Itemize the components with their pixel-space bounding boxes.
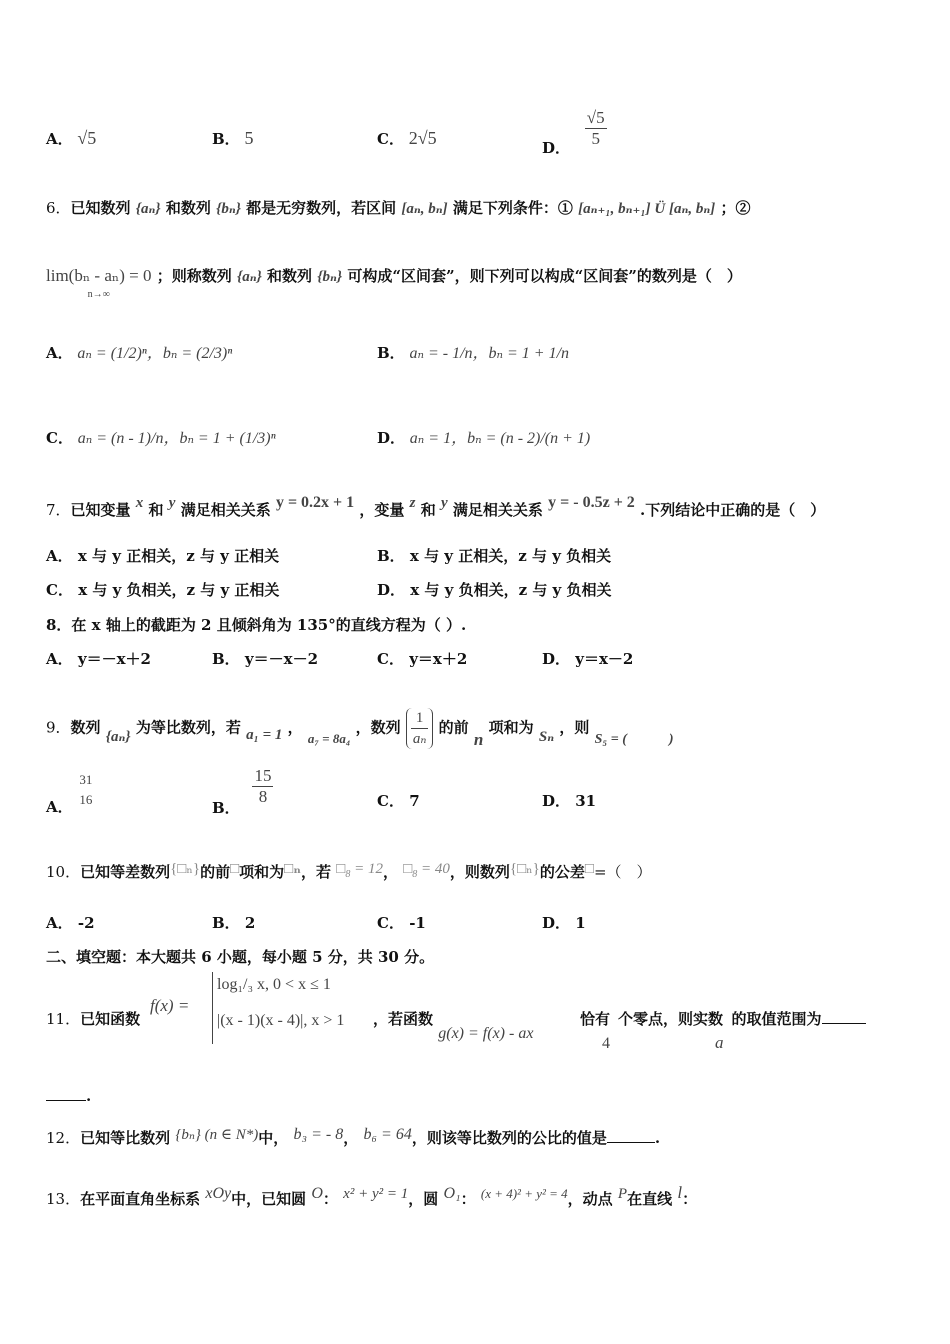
text: ：: [682, 1190, 698, 1208]
q9-option-a: [46, 770, 94, 816]
fraction: [77, 770, 94, 810]
option-value: x 与 y 正相关，z 与 y 负相关: [409, 547, 612, 565]
option-value: y＝x＋2: [409, 650, 468, 668]
option-label: B．: [377, 547, 405, 565]
math: a: [715, 1033, 724, 1052]
denominator: 8: [258, 787, 268, 806]
option-value: x 与 y 负相关，z 与 y 负相关: [410, 581, 612, 599]
q10-option-b: [212, 913, 255, 933]
option-value: 5: [244, 128, 254, 148]
text: ，则: [559, 718, 590, 737]
numerator: 15: [254, 766, 272, 785]
math: P: [617, 1186, 628, 1202]
math: lim(bₙ - aₙ) = 0: [46, 266, 152, 285]
question-number: 7．: [46, 501, 71, 519]
math: $□_8 = 40$: [403, 861, 450, 880]
text: ，圆: [408, 1190, 439, 1208]
option-label: B．: [212, 798, 240, 817]
math: log₁/₃ x, 0 < x ≤ 1: [217, 976, 331, 993]
text: 已知数列: [70, 199, 131, 217]
q8-option-a: [46, 649, 151, 669]
q13-line: [46, 1183, 698, 1210]
text: 的取值范围为: [731, 1010, 822, 1028]
math: $□_8 = 12$: [336, 861, 383, 880]
q10-option-d: [542, 913, 586, 933]
seq-bracket: [406, 708, 434, 749]
math: O₁: [443, 1185, 461, 1202]
text: ；②: [720, 199, 751, 217]
option-value: y＝－x＋2: [77, 650, 151, 668]
option-label: A．: [46, 344, 73, 362]
option-label: D．: [377, 429, 406, 447]
question-number: 11．: [46, 1010, 81, 1028]
text: ，: [382, 863, 398, 881]
q6-option-a: [46, 343, 232, 364]
denominator: 16: [79, 792, 93, 807]
q6-option-b: [377, 343, 569, 364]
math: {bₙ} (n ∈ N*): [175, 1127, 259, 1143]
text: 满足下列条件：①: [452, 199, 573, 217]
math: b₃ = - 8: [293, 1126, 344, 1143]
option-label: C．: [46, 429, 73, 447]
text: 和数列: [267, 267, 313, 285]
math: {bₙ}: [216, 201, 241, 217]
text: 已知等差数列: [80, 863, 171, 881]
option-value: 1: [575, 914, 586, 932]
math: O: [311, 1185, 323, 1202]
q5-option-d: [542, 108, 607, 157]
text: 已知函数: [80, 1010, 141, 1028]
option-value: aₙ = - 1/n，bₙ = 1 + 1/n: [409, 345, 570, 362]
q5-options: [46, 128, 96, 149]
math: [aₙ₊₁, bₙ₊₁] Ü [aₙ, bₙ]: [578, 201, 716, 217]
q9-option-b: [212, 766, 273, 817]
text: ，: [287, 718, 303, 737]
q7-option-b: [377, 546, 611, 566]
q11-rest: [373, 1009, 534, 1042]
option-label: B．: [377, 344, 405, 362]
text: 为等比数列，若: [135, 718, 241, 737]
text: 和: [148, 501, 164, 519]
option-label: A．: [46, 798, 73, 816]
text: ，变量: [359, 501, 405, 519]
math: z: [409, 495, 416, 511]
text: 恰有: [580, 1010, 611, 1028]
math: xOy: [205, 1185, 232, 1202]
text: ，则该等比数列的公比的值是: [411, 1129, 607, 1147]
placeholder-glyph: {□ₙ}: [509, 861, 540, 877]
option-label: D．: [542, 138, 571, 157]
q7-line1: [46, 494, 826, 521]
text: ：: [460, 1190, 476, 1208]
math: x² + y² = 1: [343, 1186, 409, 1202]
math: y = 0.2x + 1: [275, 494, 355, 511]
text: ；则称数列: [156, 267, 232, 285]
q9-option-d: [542, 791, 596, 811]
option-label: D．: [542, 914, 571, 932]
q8-option-c: [377, 649, 467, 669]
q10-option-a: [46, 913, 95, 933]
option-label: C．: [377, 650, 404, 668]
option-label: C．: [377, 914, 404, 932]
q12-line: [46, 1128, 660, 1149]
q7-option-c: [46, 580, 279, 600]
math: n→∞: [87, 289, 110, 300]
math: g(x) = f(x) - ax: [438, 1025, 534, 1042]
q6-option-c: [46, 428, 276, 449]
q8-text: 8．在 x 轴上的截距为 2 且倾斜角为 135°的直线方程为（ ）.: [46, 616, 467, 634]
math: b₆ = 64: [363, 1126, 412, 1143]
text: 满足相关关系: [180, 501, 271, 519]
q10-line: [46, 862, 652, 889]
q11-number-text: [46, 1009, 140, 1029]
text: 项和为: [488, 718, 534, 737]
math: |(x - 1)(x - 4)|, x > 1: [217, 1012, 345, 1029]
math: {aₙ}: [135, 201, 161, 217]
option-value: y＝x－2: [575, 650, 634, 668]
q9-line: [46, 708, 674, 749]
text: ，动点: [567, 1190, 613, 1208]
q7-option-d: [377, 580, 611, 600]
text: 和: [420, 501, 436, 519]
text: 和数列: [165, 199, 211, 217]
placeholder-glyph: □: [230, 861, 240, 877]
text: .: [86, 1087, 92, 1105]
math: n: [473, 729, 484, 749]
section-heading: 二、填空题：本大题共 6 小题，每小题 5 分，共 30 分。: [46, 948, 435, 966]
option-label: B．: [212, 650, 240, 668]
fraction: [252, 766, 273, 807]
math: S₅ = ( ): [594, 731, 674, 747]
denominator: 5: [591, 129, 600, 148]
math: a₇ = 8a₄: [307, 730, 351, 746]
text: 已知等比数列: [80, 1129, 171, 1147]
numerator: 31: [79, 772, 93, 787]
text: 数列: [70, 718, 101, 737]
text: ，则数列: [449, 863, 510, 881]
fraction: [411, 708, 429, 749]
option-label: A．: [46, 914, 73, 932]
text: 个零点，则实数: [618, 1010, 724, 1028]
answer-blank[interactable]: [46, 1100, 86, 1101]
q10-option-c: [377, 913, 426, 933]
math: (x + 4)² + y² = 4: [480, 1186, 568, 1201]
math: = 40: [421, 861, 450, 877]
answer-blank[interactable]: [607, 1142, 655, 1143]
option-label: D．: [377, 581, 406, 599]
math: {bₙ}: [317, 269, 343, 285]
option-label: C．: [46, 581, 73, 599]
math: y: [168, 495, 176, 511]
option-value: aₙ = (n - 1)/n，bₙ = 1 + (1/3)ⁿ: [77, 430, 276, 447]
text: 已知变量: [70, 501, 131, 519]
q5-option-c: [377, 128, 437, 149]
option-label: C．: [377, 130, 404, 148]
q11-piecewise: [212, 972, 344, 1044]
text: ，若函数: [373, 1010, 434, 1028]
denominator: aₙ: [412, 731, 427, 747]
option-label: B．: [212, 130, 240, 148]
text: .下列结论中正确的是（ ）: [640, 501, 826, 519]
q11-tail: [46, 1086, 91, 1106]
option-value: 31: [575, 792, 597, 810]
numerator: 1: [411, 708, 429, 729]
question-number: 9．: [46, 718, 71, 737]
math: = 12: [354, 861, 383, 877]
text: 都是无穷数列，若区间: [246, 199, 397, 217]
option-value: x 与 y 正相关，z 与 y 正相关: [77, 547, 280, 565]
placeholder-glyph: □: [584, 861, 594, 877]
answer-blank[interactable]: [822, 1023, 866, 1024]
text: .: [654, 1129, 661, 1147]
text: 的前: [200, 863, 231, 881]
option-label: D．: [542, 792, 571, 810]
text: 在平面直角坐标系: [80, 1190, 201, 1208]
q6-option-d: [377, 428, 590, 449]
option-value: y＝－x－2: [244, 650, 319, 668]
question-number: 12．: [46, 1129, 81, 1147]
math: [aₙ, bₙ]: [401, 201, 448, 217]
option-label: A．: [46, 650, 73, 668]
question-number: 6．: [46, 199, 71, 217]
math: a₁ = 1: [246, 726, 283, 743]
option-value: 2: [244, 914, 256, 932]
option-label: A．: [46, 547, 73, 565]
text: 中，已知圆: [231, 1190, 307, 1208]
question-number: 10．: [46, 863, 81, 881]
text: 中，: [258, 1129, 289, 1147]
math: 4: [602, 1035, 611, 1052]
option-value: -1: [409, 914, 426, 932]
text: ：: [322, 1190, 338, 1208]
option-value: aₙ = (1/2)ⁿ，bₙ = (2/3)ⁿ: [77, 345, 233, 362]
option-label: C．: [377, 792, 404, 810]
option-label: B．: [212, 914, 240, 932]
math: Sₙ: [538, 728, 555, 745]
q11-f: [150, 996, 189, 1016]
text: 在直线: [627, 1190, 673, 1208]
text: 满足相关关系: [452, 501, 543, 519]
q8-option-d: [542, 649, 633, 669]
q6-line1: [46, 198, 750, 219]
math: x: [135, 495, 144, 511]
text: 可构成“区间套”，则下列可以构成“区间套”的数列是（ ）: [347, 267, 742, 285]
limit: [46, 266, 152, 309]
text: 的前: [438, 718, 469, 737]
text: 的公差: [539, 863, 585, 881]
q8-option-b: [212, 649, 318, 669]
option-value: 2√5: [408, 128, 437, 148]
q7-option-a: [46, 546, 279, 566]
option-label: A．: [46, 130, 73, 148]
placeholder-glyph: {□ₙ}: [170, 861, 201, 877]
text: ，: [343, 1129, 359, 1147]
option-value: 7: [409, 792, 420, 810]
math: {aₙ}: [105, 728, 131, 745]
q6-line2: [46, 266, 742, 309]
text: ，若: [301, 863, 332, 881]
option-label: D．: [542, 650, 571, 668]
placeholder-glyph: □ₙ: [284, 861, 302, 877]
math: l: [677, 1183, 683, 1202]
question-number: 13．: [46, 1190, 81, 1208]
option-value: √5: [77, 128, 97, 148]
math: y = - 0.5z + 2: [548, 494, 635, 511]
text: ，数列: [355, 718, 401, 737]
math: y: [440, 495, 448, 511]
q5-option-b: [212, 128, 253, 149]
text: =（ ）: [593, 863, 652, 881]
fraction: [585, 108, 607, 149]
numerator: √5: [586, 108, 605, 127]
math: {aₙ}: [236, 269, 262, 285]
text: 项和为: [239, 863, 285, 881]
option-value: -2: [77, 914, 95, 932]
q11-rest2: [580, 1009, 866, 1052]
math: f(x) =: [150, 996, 190, 1015]
q9-option-c: [377, 791, 420, 811]
option-value: aₙ = 1，bₙ = (n - 2)/(n + 1): [409, 430, 591, 447]
option-value: x 与 y 负相关，z 与 y 正相关: [78, 581, 280, 599]
